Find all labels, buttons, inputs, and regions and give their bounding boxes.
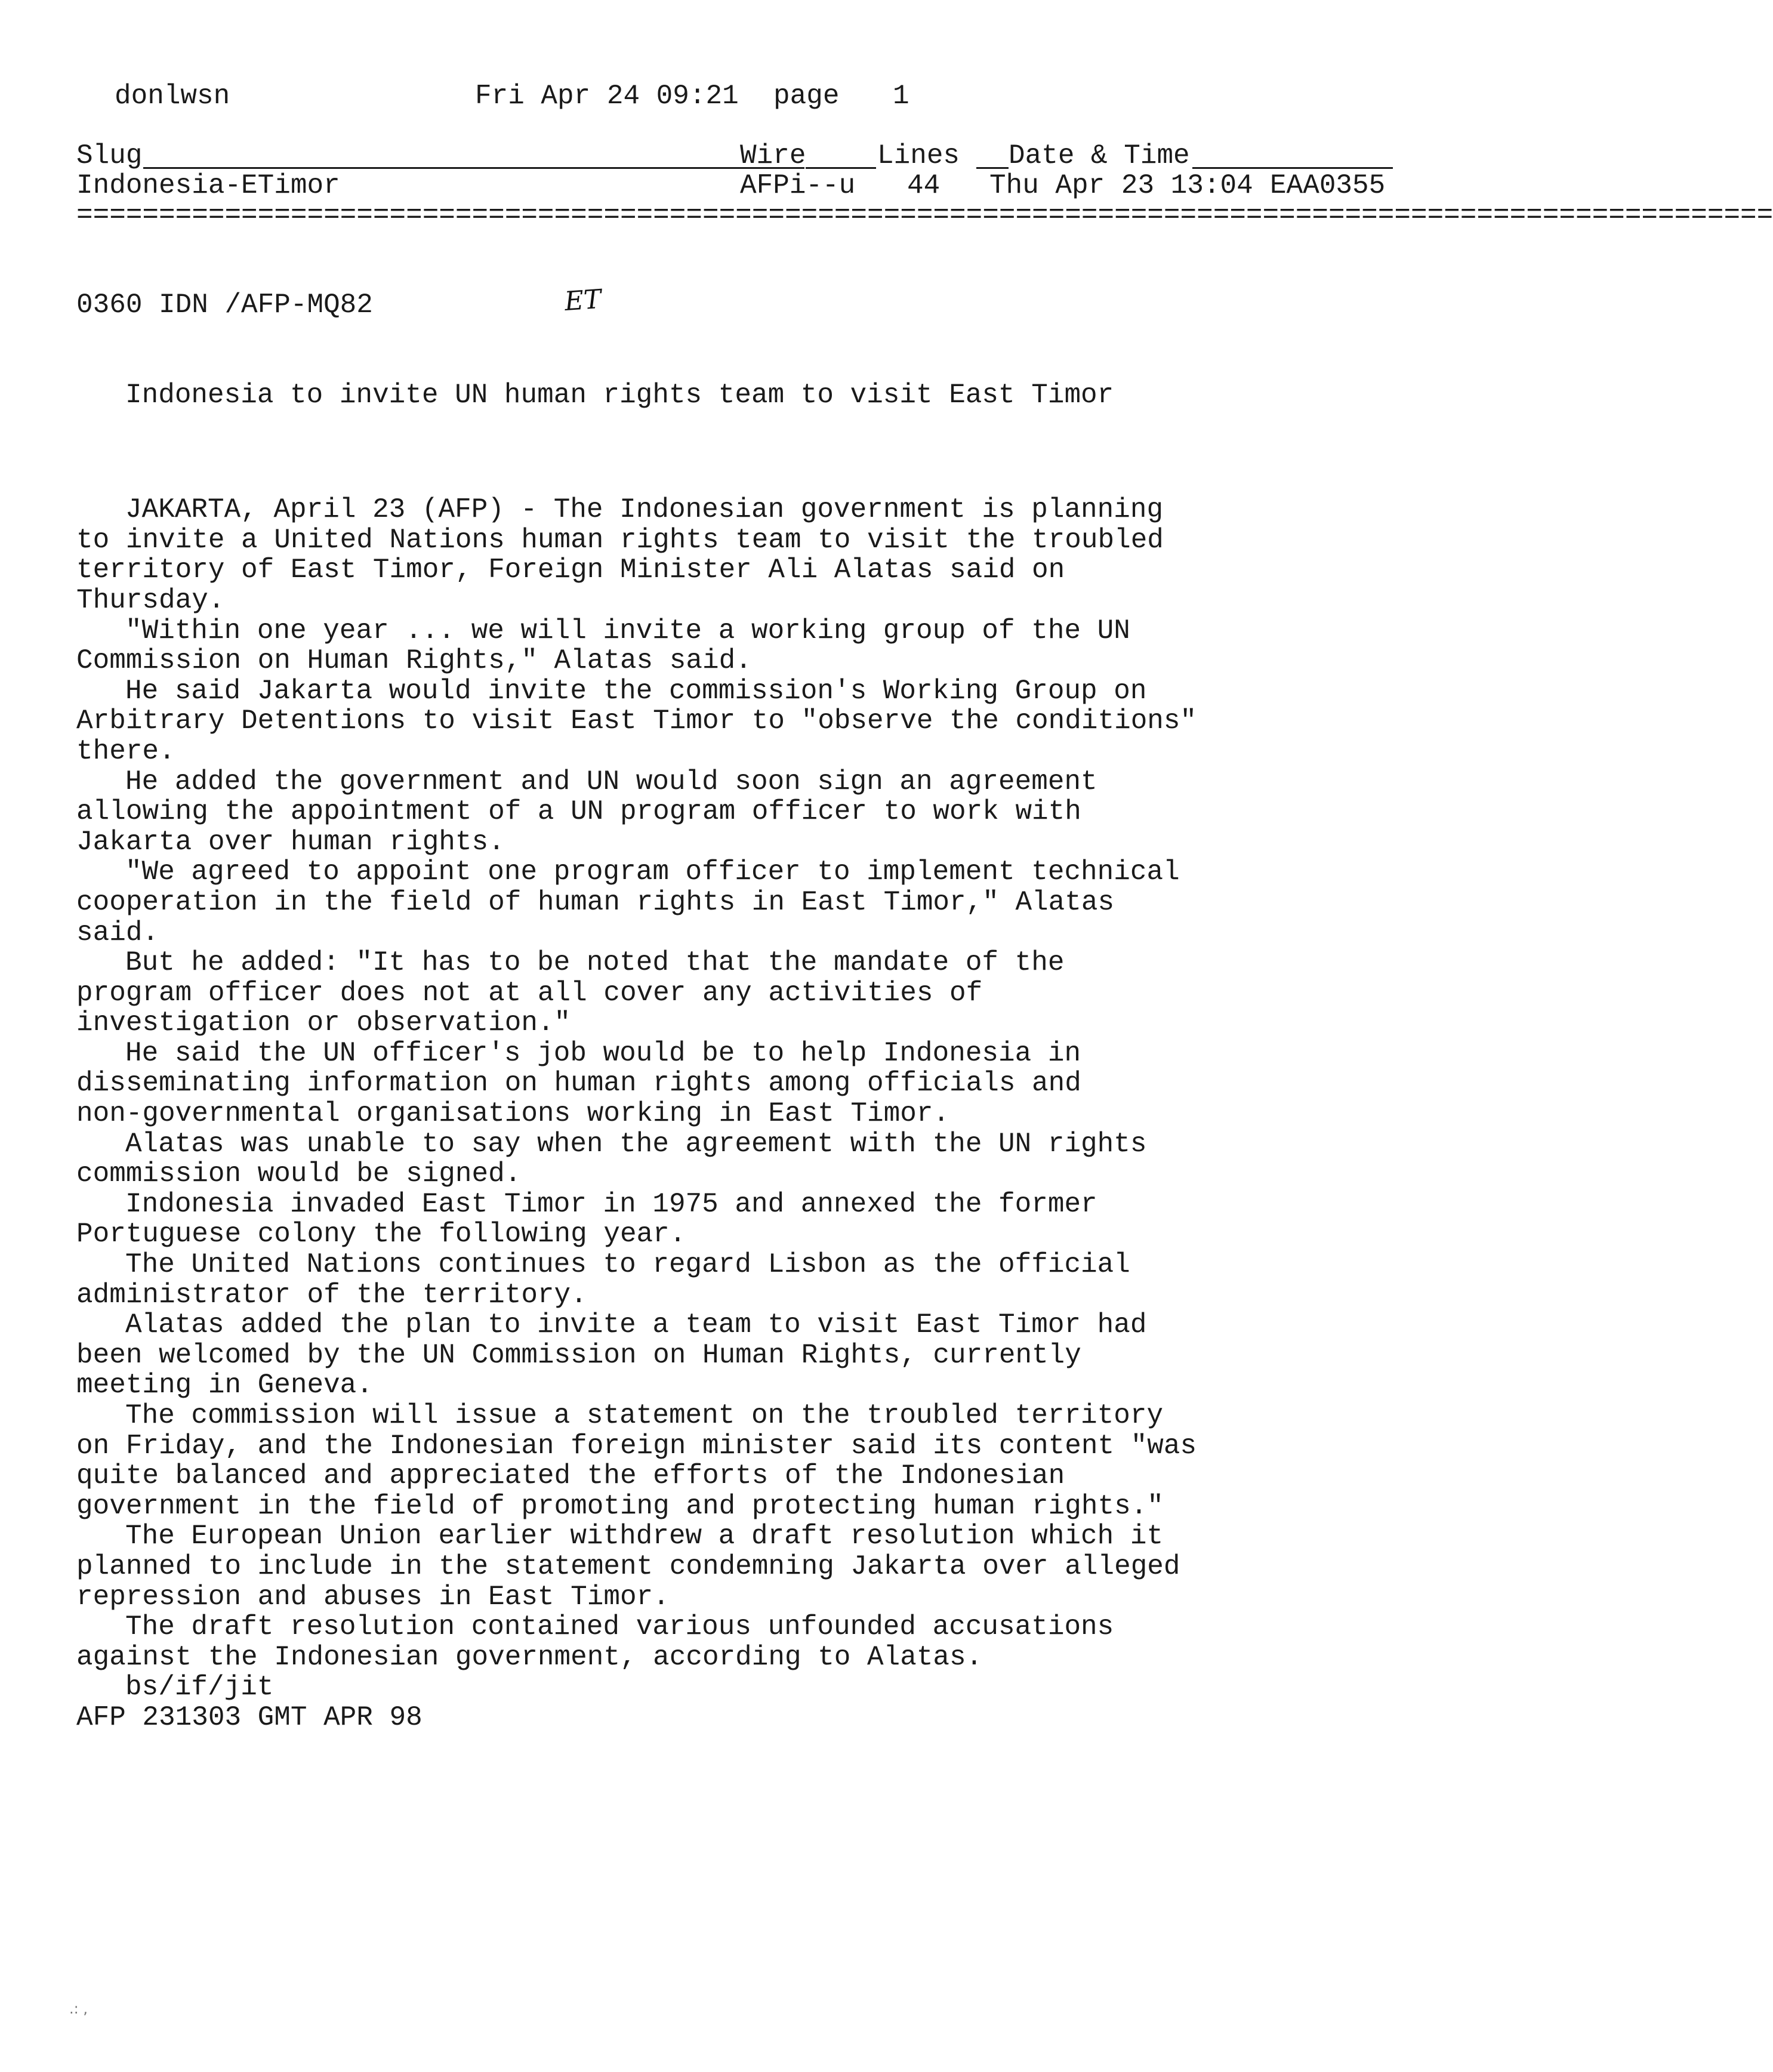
story-line: disseminating information on human rights among officials and (76, 1068, 1081, 1099)
slug-label: Slug (76, 140, 143, 171)
story-line: bs/if/jit (125, 1672, 274, 1703)
story-line: administrator of the territory. (76, 1279, 587, 1311)
story-body (76, 230, 1419, 1763)
story-line: quite balanced and appreciated the efforts of the Indonesian (76, 1460, 1065, 1492)
slug-underline (143, 167, 804, 169)
story-line: against the Indonesian government, according to Alatas. (76, 1641, 983, 1673)
page-label: page (773, 81, 840, 112)
story-line: non-governmental organisations working in East Timor. (76, 1098, 950, 1130)
lines-label: Lines (877, 140, 960, 171)
story-line: Indonesia invaded East Timor in 1975 and annexed the former (125, 1188, 1097, 1220)
story-line: Arbitrary Detentions to visit East Timor to "observe the conditions" (76, 705, 1197, 737)
story-line: "Within one year ... we will invite a working group of the UN (125, 615, 1130, 646)
page-number: 1 (893, 81, 909, 112)
story-line: on Friday, and the Indonesian foreign minister said its content "was (76, 1430, 1197, 1462)
story-line: repression and abuses in East Timor. (76, 1581, 670, 1612)
story-line: there. (76, 735, 175, 767)
story-line: commission would be signed. (76, 1158, 522, 1190)
story-line: government in the field of promoting and protecting human rights." (76, 1490, 1164, 1522)
story-line: JAKARTA, April 23 (AFP) - The Indonesian government is planning (125, 494, 1164, 526)
datetime-label: Date & Time (1009, 140, 1190, 171)
story-line: been welcomed by the UN Commission on Human Rights, currently (76, 1339, 1081, 1371)
slug-value: Indonesia-ETimor (76, 170, 340, 201)
story-line: Commission on Human Rights," Alatas said. (76, 645, 752, 677)
story-line: cooperation in the field of human rights in East Timor," Alatas (76, 886, 1115, 918)
wire-underline (806, 167, 876, 169)
datetime-underline (1192, 167, 1393, 169)
story-line: He added the government and UN would soon sign an agreement (125, 766, 1097, 797)
header-values (76, 171, 1407, 204)
story-line: to invite a United Nations human rights team to visit the troubled (76, 524, 1164, 556)
story-line: AFP 231303 GMT APR 98 (76, 1701, 423, 1733)
story-line: Alatas added the plan to invite a team to visit East Timor had (125, 1309, 1147, 1341)
story-line: Portuguese colony the following year. (76, 1219, 686, 1250)
story-line: But he added: "It has to be noted that the mandate of the (125, 947, 1065, 979)
headline: Indonesia to invite UN human rights team to visit East Timor (125, 379, 1114, 411)
story-id: EAA0355 (1270, 170, 1386, 201)
story-line: investigation or observation." (76, 1007, 571, 1039)
story-line: The draft resolution contained various unfounded accusations (125, 1611, 1114, 1643)
story-line: territory of East Timor, Foreign Minister Ali Alatas said on (76, 554, 1065, 586)
story-line: Thursday. (76, 584, 225, 616)
story-datetime: Thu Apr 23 13:04 (989, 170, 1253, 201)
wire-label: Wire (740, 140, 806, 171)
separator-line: ======================================================================================================= (76, 200, 1773, 231)
story-line: The commission will issue a statement on the troubled territory (125, 1400, 1164, 1431)
handwritten-annotation: ET (563, 283, 603, 317)
story-line: He said the UN officer's job would be to help Indonesia in (125, 1037, 1081, 1069)
story-line: program officer does not at all cover any activities of (76, 977, 983, 1009)
story-line: Alatas was unable to say when the agreement with the UN rights (125, 1128, 1147, 1160)
story-line: The United Nations continues to regard Lisbon as the official (125, 1249, 1130, 1281)
story-line: planned to include in the statement condemning Jakarta over alleged (76, 1550, 1180, 1582)
story-line: allowing the appointment of a UN program officer to work with (76, 796, 1081, 828)
story-line: meeting in Geneva. (76, 1370, 373, 1401)
story-text (76, 495, 1419, 1732)
story-line: The European Union earlier withdrew a draft resolution which it (125, 1521, 1164, 1552)
story-line: He said Jakarta would invite the commission's Working Group on (125, 675, 1147, 707)
header-labels (76, 141, 1407, 174)
story-line: "We agreed to appoint one program officer to implement technical (125, 856, 1180, 888)
story-line: said. (76, 917, 159, 948)
lines-underline (976, 167, 1009, 169)
wire-value: AFPi--u (740, 170, 856, 201)
lines-value: 44 (907, 170, 941, 201)
operator-id: donlwsn (115, 81, 230, 112)
story-code: 0360 IDN /AFP-MQ82 (76, 289, 373, 320)
story-line: Jakarta over human rights. (76, 826, 505, 858)
scan-mark: .: , (69, 2000, 88, 2017)
print-datetime: Fri Apr 24 09:21 (475, 81, 739, 112)
